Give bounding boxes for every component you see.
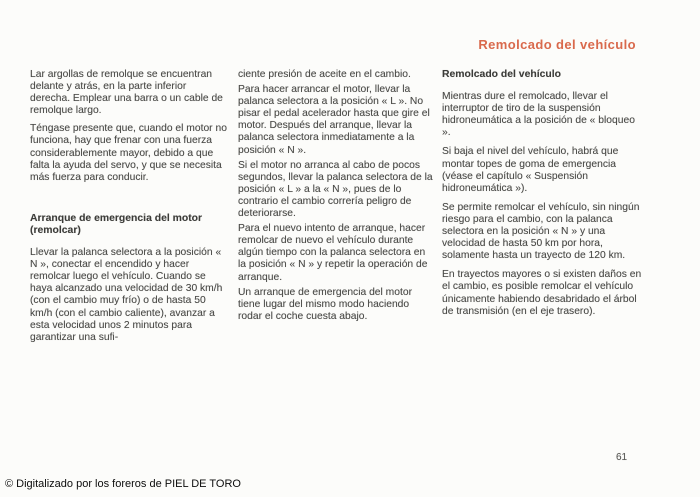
paragraph: Se permite remolcar el vehículo, sin ningún riesgo para el cambio, con la palanca selectora en la posición « N » y una velocidad de hasta 50 km por hora, solamente hasta un trayecto de 120 km. bbox=[442, 201, 640, 262]
page-number: 61 bbox=[616, 452, 628, 463]
section-heading-emergency-start: Arranque de emergencia del motor (remolcar) bbox=[30, 212, 203, 236]
paragraph: Lar argollas de remolque se encuentran delante y atrás, en la parte inferior derecha. Emplear una barra o un cable de remolque largo. bbox=[30, 69, 223, 117]
column-right bbox=[442, 69, 642, 325]
paragraph: Mientras dure el remolcado, llevar el interruptor de tiro de la suspensión hidroneumática a la posición de « bloqueo ». bbox=[442, 91, 635, 139]
digitization-watermark: © Digitalizado por los foreros de PIEL DE TORO bbox=[5, 478, 241, 490]
column-left bbox=[30, 69, 227, 350]
page-header-title: Remolcado del vehículo bbox=[478, 37, 636, 52]
column-middle bbox=[238, 69, 435, 326]
paragraph: En trayectos mayores o si existen daños en el cambio, es posible remolcar el vehículo únicamente habiendo desabridado el árbol de transmisión (en el eje trasero). bbox=[442, 269, 642, 317]
paragraph: Si baja el nivel del vehículo, habrá que montar topes de goma de emergencia (véase el capítulo « Suspensión hidroneumática »). bbox=[442, 146, 619, 194]
paragraph: ciente presión de aceite en el cambio. bbox=[238, 69, 411, 80]
paragraph: Para el nuevo intento de arranque, hacer remolcar de nuevo el vehículo durante algún tiempo con la palanca selectora en la posición « N » y repetir la operación de arranque. bbox=[238, 223, 428, 283]
paragraph: Para hacer arrancar el motor, llevar la palanca selectora a la posición « L ». No pisar el pedal acelerador hasta que gire el motor. Después del arranque, llevar la palanca selectora inmediatamente a la posición « N ». bbox=[238, 84, 430, 156]
paragraph: Un arranque de emergencia del motor tiene lugar del mismo modo haciendo rodar el coche cuesta abajo. bbox=[238, 286, 413, 322]
paragraph: Si el motor no arranca al cabo de pocos segundos, llevar la palanca selectora de la posición « L » a la « N », pues de lo contrario el cambio correría peligro de deteriorarse. bbox=[238, 159, 433, 220]
paragraph: Téngase presente que, cuando el motor no funciona, hay que frenar con una fuerza considerablemente mayor, debido a que falta la ayuda del servo, y que se necesita más fuerza para conducir. bbox=[30, 123, 227, 183]
paragraph: Llevar la palanca selectora a la posición « N », conectar el encendido y hacer remolcar luego el vehículo. Cuando se haya alcanzado una velocidad de 30 km/h (con el cambio muy frío) o de hasta 50 km/h (con el cambio caliente), avanzar a esta velocidad unos 2 minutos para garantizar una sufi- bbox=[30, 247, 223, 343]
section-heading-towing: Remolcado del vehículo bbox=[442, 69, 561, 80]
